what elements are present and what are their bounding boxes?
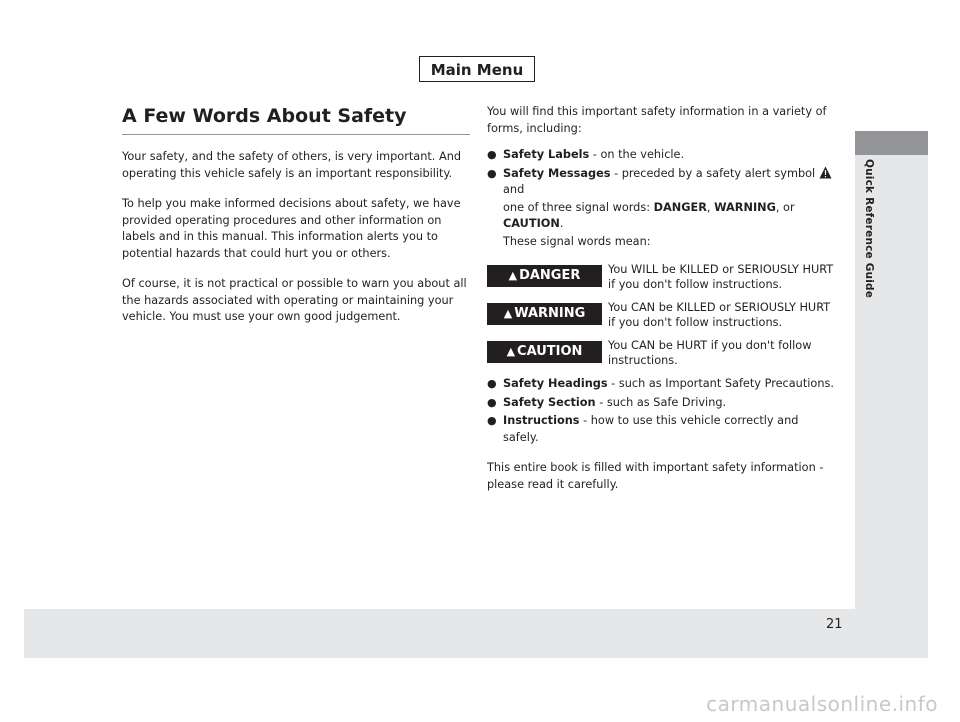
list-item [487, 395, 837, 412]
bullet-term: Safety Headings [503, 377, 608, 390]
forms-intro: You will find this important safety information in a variety of forms, including: [487, 105, 827, 135]
signal-sep: , or [775, 200, 795, 214]
list-item [487, 147, 837, 164]
badge-label: CAUTION [517, 344, 583, 359]
bullet-icon: ● [487, 148, 497, 161]
bullet-term: Safety Messages [503, 166, 611, 180]
bullet-icon: ● [487, 414, 497, 427]
bullet-term: Safety Section [503, 395, 596, 409]
bullet-text: - such as Important Safety Precautions. [607, 377, 834, 390]
bullet-term: Safety Labels [503, 148, 590, 161]
signal-row-warning [487, 300, 837, 332]
left-column [122, 103, 470, 326]
warning-triangle-icon: ▲ [506, 345, 516, 358]
list-item [487, 413, 837, 446]
side-tab-label[interactable]: Quick Reference Guide [863, 159, 875, 299]
signal-prefix: one of three signal words: [503, 200, 654, 214]
bullet-text: - how to use this vehicle correctly and safely. [503, 414, 799, 444]
signal-description: You CAN be HURT if you don't follow instructions. [608, 339, 812, 367]
bullet-term: Instructions [503, 414, 580, 427]
signal-words-meaning: These signal words mean: [503, 234, 651, 248]
warning-triangle-icon: ▲ [503, 307, 513, 320]
signal-description: You WILL be KILLED or SERIOUSLY HURT if you don't follow instructions. [608, 263, 834, 291]
page-number: 21 [826, 617, 843, 632]
footer-band [24, 609, 855, 658]
signal-words-table [487, 262, 837, 370]
signal-word-caution: CAUTION [503, 217, 560, 230]
bullet-text: - preceded by a safety alert symbol [610, 166, 819, 180]
warning-triangle-icon [819, 166, 832, 179]
signal-word-danger: DANGER [653, 200, 707, 214]
signal-words-line [487, 200, 837, 233]
list-item [487, 166, 837, 199]
bullet-icon: ● [487, 377, 497, 390]
caution-badge [487, 341, 602, 363]
body-paragraph: To help you make informed decisions about safety, we have provided operating procedures and other information on labels and in this manual. This information alerts you to potential hazards that could hurt you or others. [122, 197, 461, 260]
intro-paragraph: Your safety, and the safety of others, is very important. And operating this vehicle safely is an important responsibility. [122, 150, 462, 180]
page-title: A Few Words About Safety [122, 103, 470, 135]
bullet-text: - such as Safe Driving. [595, 395, 727, 409]
main-menu-button[interactable]: Main Menu [419, 56, 535, 82]
badge-label: DANGER [519, 268, 581, 283]
signal-word-warning: WARNING [714, 200, 776, 214]
danger-badge [487, 265, 602, 287]
signal-row-danger [487, 262, 837, 294]
signal-row-caution [487, 338, 837, 370]
badge-label: WARNING [514, 306, 586, 321]
signal-suffix: . [559, 217, 564, 230]
list-item [487, 376, 837, 393]
signal-description: You CAN be KILLED or SERIOUSLY HURT if you don't follow instructions. [608, 301, 831, 329]
closing-paragraph: This entire book is filled with important safety information - please read it carefully. [487, 461, 824, 491]
bullet-icon: ● [487, 166, 497, 180]
body-paragraph: Of course, it is not practical or possible to warn you about all the hazards associated with operating or maintaining your vehicle. You must use your own good judgement. [122, 277, 467, 323]
right-column [487, 104, 837, 493]
warning-triangle-icon: ▲ [508, 269, 518, 282]
warning-badge [487, 303, 602, 325]
bullet-text: - on the vehicle. [589, 148, 685, 161]
watermark: carmanualsonline.info [706, 692, 938, 716]
bullet-icon: ● [487, 395, 497, 409]
signal-sep: , [706, 200, 715, 214]
side-tab-marker [855, 131, 928, 155]
bullet-text-after: and [503, 183, 525, 196]
